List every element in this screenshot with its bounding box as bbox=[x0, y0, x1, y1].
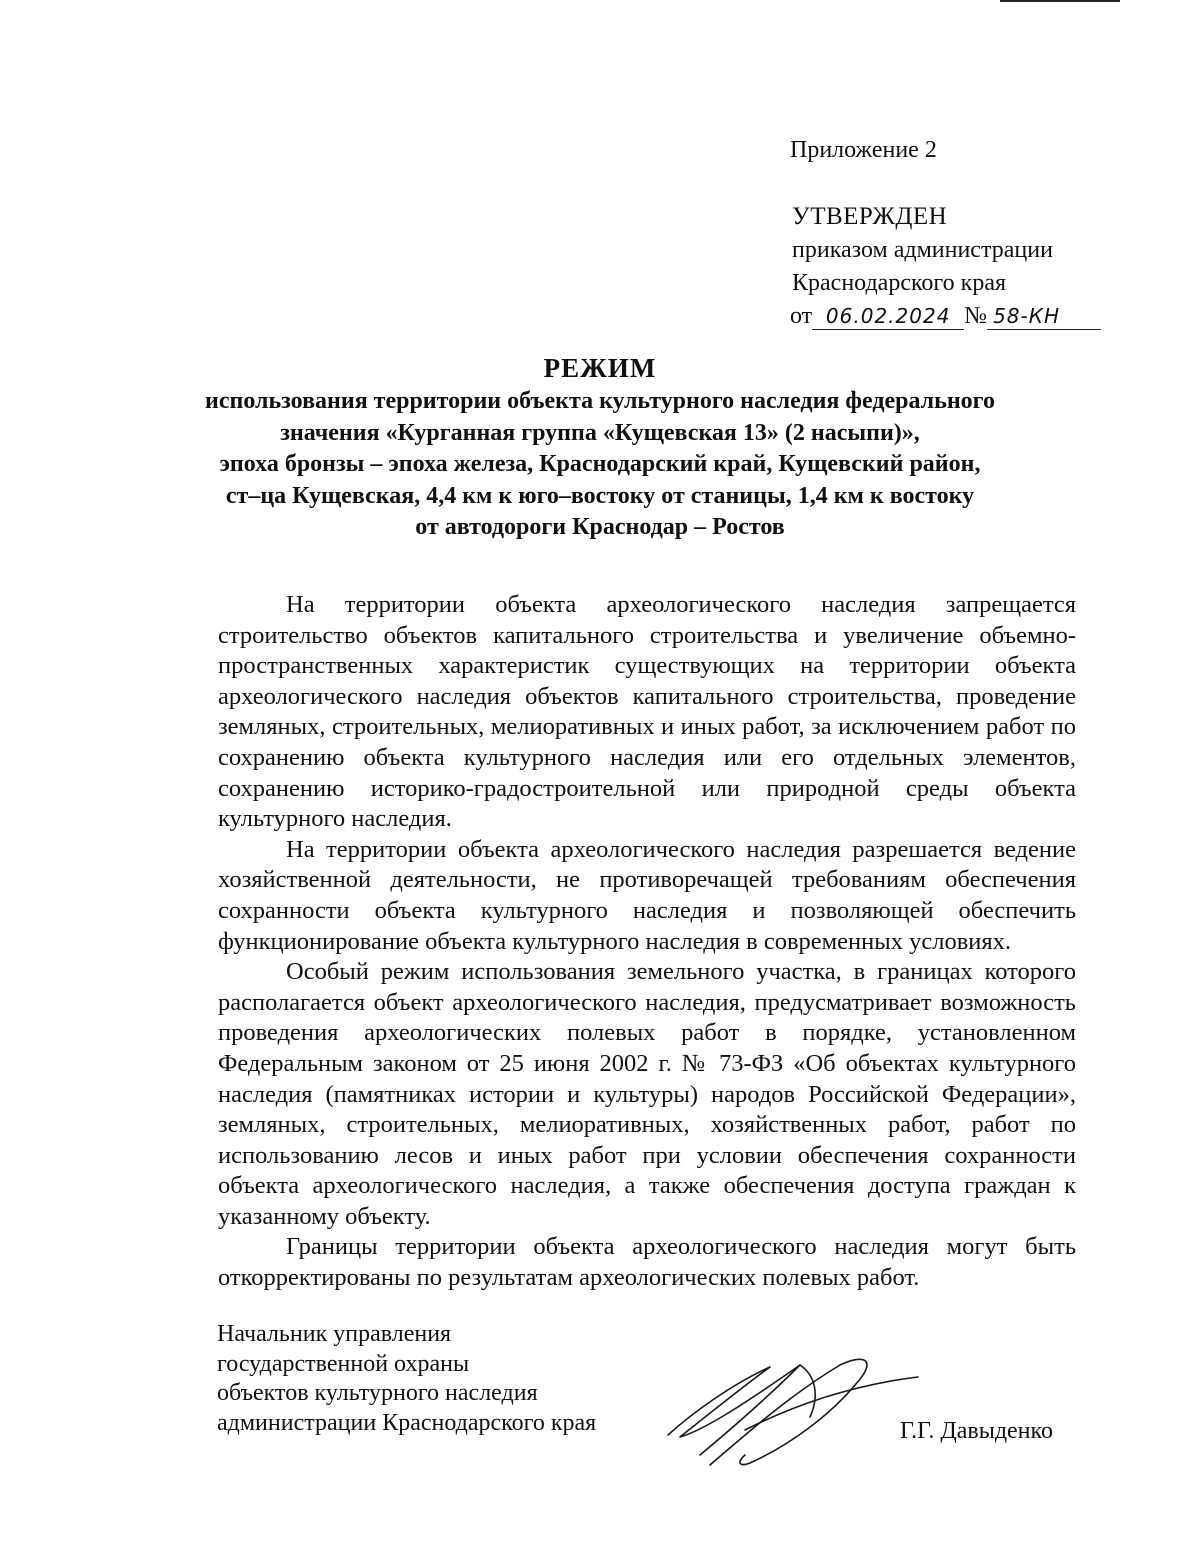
order-issuer-line-1: приказом администрации bbox=[792, 237, 1053, 263]
handwritten-signature bbox=[650, 1345, 920, 1475]
order-number-handwritten: 58-КН bbox=[993, 304, 1060, 328]
number-sign: № bbox=[964, 303, 988, 329]
title-line: использования территории объекта культурного наследия федерального bbox=[205, 388, 995, 414]
document-body bbox=[218, 590, 1076, 1294]
order-date-handwritten: 06.02.2024 bbox=[825, 304, 951, 328]
title-subtitle bbox=[0, 386, 1200, 544]
position-line: государственной охраны bbox=[217, 1350, 470, 1377]
appendix-number: Приложение 2 bbox=[790, 137, 937, 163]
signatory-position bbox=[217, 1320, 596, 1438]
title-line: эпоха бронзы – эпоха железа, Краснодарский край, Кущевский район, bbox=[219, 451, 981, 477]
order-date-field bbox=[812, 303, 964, 330]
body-paragraph: Особый режим использования земельного участка, в границах которого располагается объект археологического наследия, предусматривает возможность проведения археологических полевых работ в порядке, установленном Федеральным законом от 25 июня 2002 г. № 73-ФЗ «Об объектах культурного наследия (памятниках истории и культуры) народов Российской Федерации», земляных, строительных, мелиоративных, хозяйственных работ, работ по использованию лесов и иных работ при условии обеспечения сохранности объекта археологического наследия, а также обеспечения доступа граждан к указанному объекту. bbox=[218, 958, 1076, 1230]
signer-name: Г.Г. Давыденко bbox=[900, 1418, 1053, 1444]
title-main: РЕЖИМ bbox=[543, 353, 657, 383]
position-line: администрации Краснодарского края bbox=[217, 1409, 597, 1436]
date-prefix: от bbox=[790, 303, 813, 329]
approved-heading: УТВЕРЖДЕН bbox=[792, 203, 948, 230]
order-issuer-line-2: Краснодарского края bbox=[792, 270, 1007, 296]
document-title bbox=[0, 352, 1200, 544]
title-line: от автодороги Краснодар – Ростов bbox=[415, 514, 785, 540]
position-line: Начальник управления bbox=[217, 1321, 452, 1347]
body-paragraph: На территории объекта археологического наследия запрещается строительство объектов капитального строительства и увеличение объемно-пространственных характеристик существующих на территории объекта археологического наследия объектов капитального строительства, проведение земляных, строительных, мелиоративных и иных работ, за исключением работ по сохранению объекта культурного наследия или его отдельных элементов, сохранению историко-градостроительной или природной среды объекта культурного наследия. bbox=[218, 591, 1076, 833]
top-edge-mark bbox=[1000, 0, 1120, 2]
position-line: объектов культурного наследия bbox=[217, 1380, 538, 1406]
body-paragraph: На территории объекта археологического наследия разрешается ведение хозяйственной деятельности, не противоречащей требованиям обеспечения сохранности объекта культурного наследия и позволяющей обеспечить функционирование объекта культурного наследия в современных условиях. bbox=[218, 835, 1076, 955]
title-line: ст–ца Кущевская, 4,4 км к юго–востоку от станицы, 1,4 км к востоку bbox=[225, 482, 975, 509]
order-number-field bbox=[987, 303, 1101, 330]
order-date-number-line bbox=[790, 300, 1101, 333]
body-paragraph: Границы территории объекта археологического наследия могут быть откорректированы по результатам археологических полевых работ. bbox=[218, 1233, 1076, 1292]
title-line: значения «Курганная группа «Кущевская 13» (2 насыпи)», bbox=[280, 419, 920, 446]
